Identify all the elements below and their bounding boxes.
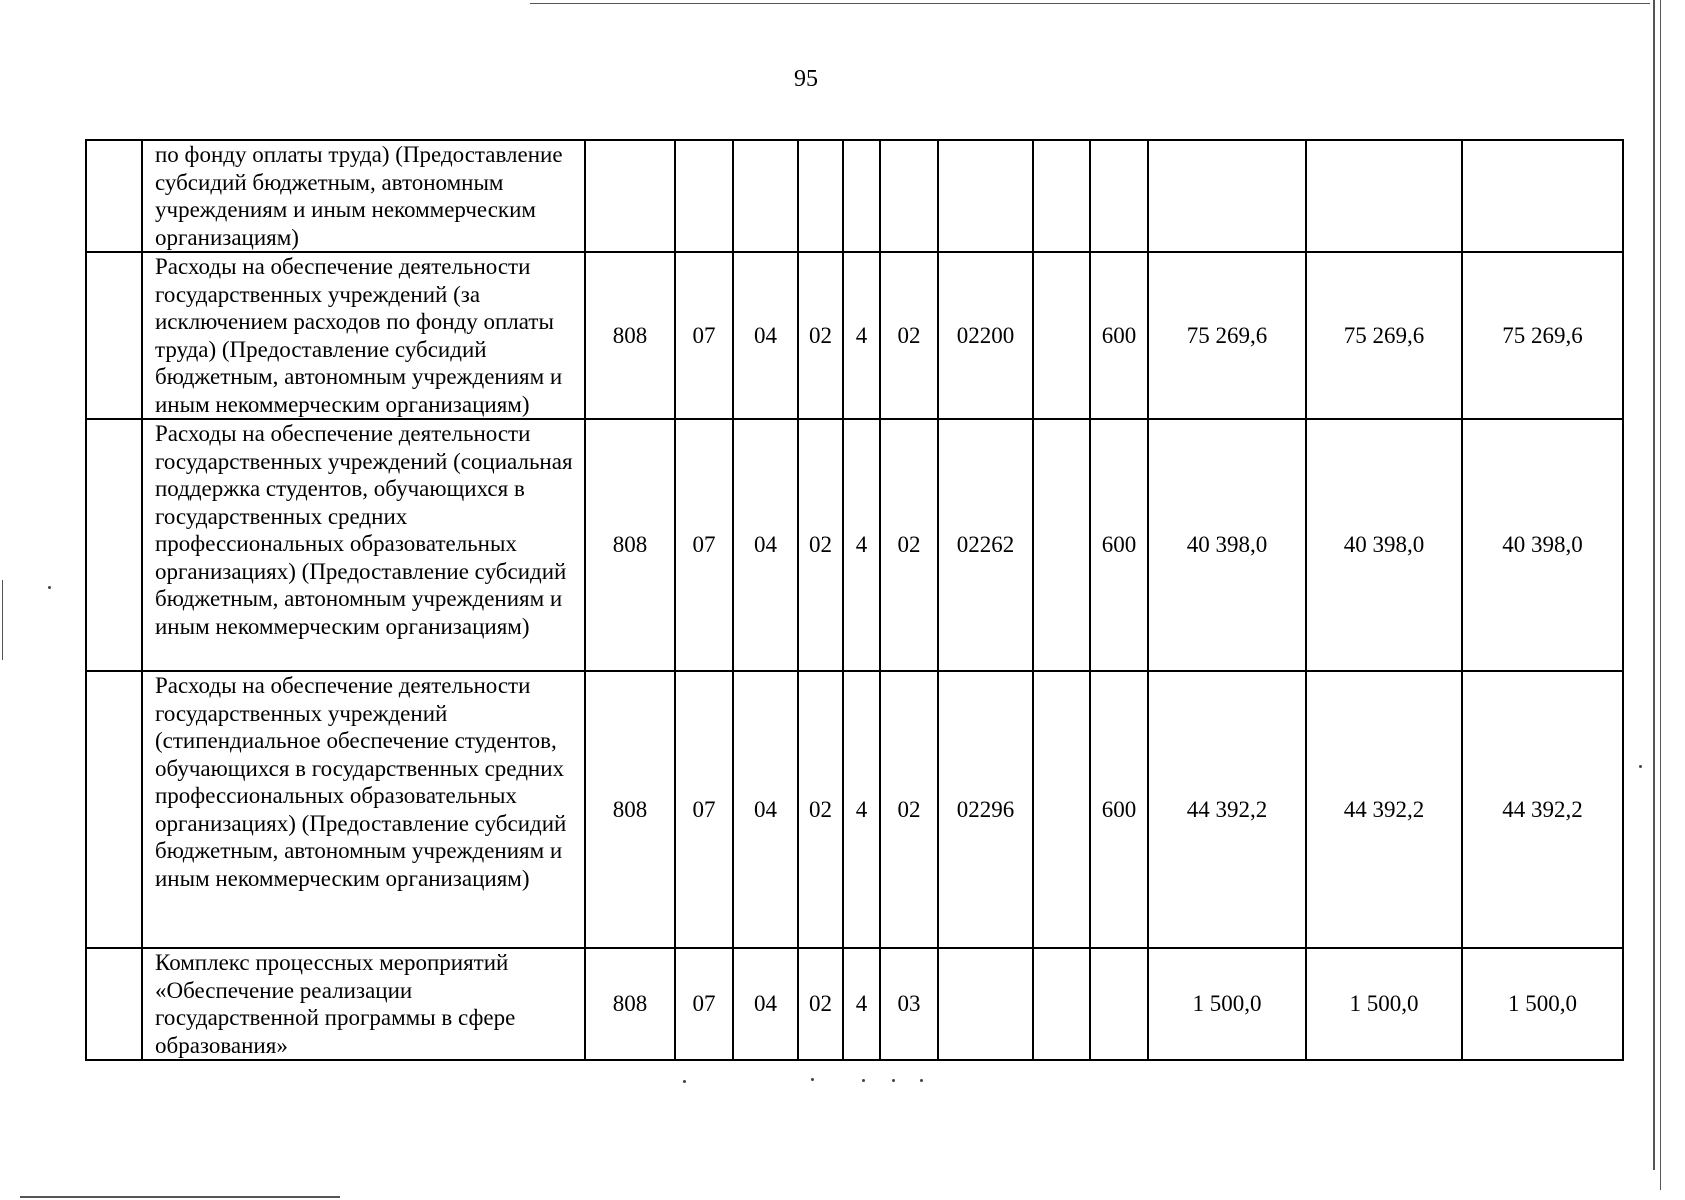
structural-element-cell: 03 bbox=[880, 948, 938, 1060]
amount-year1-cell: 40 398,0 bbox=[1148, 419, 1306, 671]
section-code-cell: 07 bbox=[675, 419, 733, 671]
expense-direction-cell: 02296 bbox=[938, 671, 1033, 948]
description-cell: Расходы на обеспечение деятельности государственных учреждений (за исключением расходов по фонду оплаты труда) (Предоставление субсидий бюджетным, автономным учреждениям и иным некоммерческим организациям) bbox=[142, 252, 585, 419]
scan-dot bbox=[811, 1078, 814, 1081]
table-row bbox=[86, 252, 1623, 419]
subsection-code-cell: 04 bbox=[733, 252, 798, 419]
table-row bbox=[86, 671, 1623, 948]
program-type-cell: 4 bbox=[843, 252, 880, 419]
amount-year1-cell: 1 500,0 bbox=[1148, 948, 1306, 1060]
expense-direction-cell: 02200 bbox=[938, 252, 1033, 419]
expense-type-cell: 600 bbox=[1090, 252, 1148, 419]
structural-element-cell bbox=[880, 140, 938, 252]
scan-dot bbox=[892, 1079, 895, 1082]
expense-type-cell bbox=[1090, 140, 1148, 252]
scan-dot bbox=[1639, 765, 1642, 768]
program-code-cell: 02 bbox=[798, 671, 843, 948]
ministry-code-cell: 808 bbox=[585, 419, 675, 671]
extra-code-cell bbox=[1033, 948, 1090, 1060]
scan-edge-line bbox=[20, 1196, 340, 1198]
ministry-code-cell: 808 bbox=[585, 252, 675, 419]
extra-code-cell bbox=[1033, 419, 1090, 671]
scan-edge-line bbox=[2, 580, 3, 660]
extra-code-cell bbox=[1033, 671, 1090, 948]
amount-year3-cell: 40 398,0 bbox=[1462, 419, 1623, 671]
expense-type-cell bbox=[1090, 948, 1148, 1060]
structural-element-cell: 02 bbox=[880, 252, 938, 419]
section-code-cell: 07 bbox=[675, 948, 733, 1060]
ministry-code-cell: 808 bbox=[585, 671, 675, 948]
expense-direction-cell bbox=[938, 948, 1033, 1060]
expense-type-cell: 600 bbox=[1090, 671, 1148, 948]
subsection-code-cell: 04 bbox=[733, 671, 798, 948]
row-number-cell bbox=[86, 671, 142, 948]
amount-year2-cell: 40 398,0 bbox=[1306, 419, 1462, 671]
amount-year2-cell: 75 269,6 bbox=[1306, 252, 1462, 419]
subsection-code-cell: 04 bbox=[733, 419, 798, 671]
scan-dot bbox=[862, 1079, 865, 1082]
scan-edge-line bbox=[1660, 0, 1661, 1190]
program-code-cell: 02 bbox=[798, 419, 843, 671]
description-cell: Расходы на обеспечение деятельности государственных учреждений (социальная поддержка студентов, обучающихся в государственных средних профессиональных образовательных организациях) (Предоставление субсидий бюджетным, автономным учреждениям и иным некоммерческим организациям) bbox=[142, 419, 585, 671]
program-type-cell: 4 bbox=[843, 419, 880, 671]
amount-year1-cell: 44 392,2 bbox=[1148, 671, 1306, 948]
scan-dot bbox=[48, 586, 51, 589]
amount-year1-cell: 75 269,6 bbox=[1148, 252, 1306, 419]
amount-year2-cell: 44 392,2 bbox=[1306, 671, 1462, 948]
program-code-cell: 02 bbox=[798, 948, 843, 1060]
expense-type-cell: 600 bbox=[1090, 419, 1148, 671]
extra-code-cell bbox=[1033, 252, 1090, 419]
amount-year3-cell: 1 500,0 bbox=[1462, 948, 1623, 1060]
budget-table bbox=[85, 139, 1624, 1061]
ministry-code-cell: 808 bbox=[585, 948, 675, 1060]
structural-element-cell: 02 bbox=[880, 671, 938, 948]
table-row bbox=[86, 140, 1623, 252]
row-number-cell bbox=[86, 419, 142, 671]
section-code-cell: 07 bbox=[675, 671, 733, 948]
row-number-cell bbox=[86, 948, 142, 1060]
program-type-cell: 4 bbox=[843, 671, 880, 948]
amount-year3-cell bbox=[1462, 140, 1623, 252]
expense-direction-cell bbox=[938, 140, 1033, 252]
amount-year3-cell: 44 392,2 bbox=[1462, 671, 1623, 948]
page-number: 95 bbox=[794, 66, 818, 92]
scan-dot bbox=[683, 1080, 686, 1083]
expense-direction-cell: 02262 bbox=[938, 419, 1033, 671]
description-cell: Расходы на обеспечение деятельности государственных учреждений (стипендиальное обеспечение студентов, обучающихся в государственных средних профессиональных образовательных организациях) (Предоставление субсидий бюджетным, автономным учреждениям и иным некоммерческим организациям) bbox=[142, 671, 585, 948]
subsection-code-cell: 04 bbox=[733, 948, 798, 1060]
ministry-code-cell bbox=[585, 140, 675, 252]
amount-year1-cell bbox=[1148, 140, 1306, 252]
subsection-code-cell bbox=[733, 140, 798, 252]
program-type-cell: 4 bbox=[843, 948, 880, 1060]
program-code-cell bbox=[798, 140, 843, 252]
amount-year3-cell: 75 269,6 bbox=[1462, 252, 1623, 419]
table-row bbox=[86, 419, 1623, 671]
row-number-cell bbox=[86, 252, 142, 419]
amount-year2-cell: 1 500,0 bbox=[1306, 948, 1462, 1060]
row-number-cell bbox=[86, 140, 142, 252]
scan-dot bbox=[920, 1079, 923, 1082]
scan-edge-line bbox=[1653, 0, 1655, 1170]
structural-element-cell: 02 bbox=[880, 419, 938, 671]
description-cell: по фонду оплаты труда) (Предоставление субсидий бюджетным, автономным учреждениям и иным некоммерческим организациям) bbox=[142, 140, 585, 252]
program-code-cell: 02 bbox=[798, 252, 843, 419]
amount-year2-cell bbox=[1306, 140, 1462, 252]
extra-code-cell bbox=[1033, 140, 1090, 252]
description-cell: Комплекс процессных мероприятий «Обеспечение реализации государственной программы в сфере образования» bbox=[142, 948, 585, 1060]
section-code-cell bbox=[675, 140, 733, 252]
scan-edge-line bbox=[530, 3, 1650, 4]
table-row bbox=[86, 948, 1623, 1060]
program-type-cell bbox=[843, 140, 880, 252]
section-code-cell: 07 bbox=[675, 252, 733, 419]
